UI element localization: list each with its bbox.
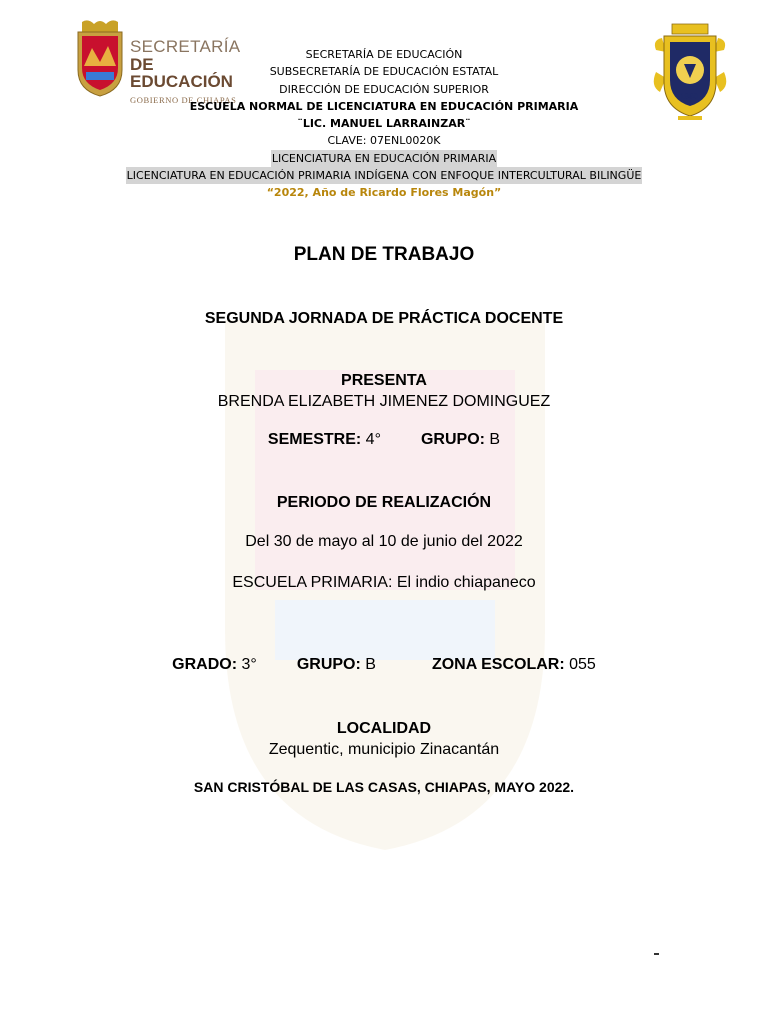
school-subname: ¨LIC. MANUEL LARRAINZAR¨ — [297, 117, 471, 131]
institution-header — [0, 46, 768, 202]
header-line: SUBSECRETARÍA DE EDUCACIÓN ESTATAL — [269, 65, 499, 79]
school-name: ESCUELA NORMAL DE LICENCIATURA EN EDUCACIÓN PRIMARIA — [189, 99, 579, 113]
periodo-label: PERIODO DE REALIZACIÓN — [276, 494, 492, 511]
zona-value: 055 — [564, 656, 596, 673]
logo-left-line2: DE EDUCACIÓN — [130, 55, 233, 91]
logo-left-line1: SECRETARÍA — [130, 37, 241, 56]
grupo2-value: B — [360, 656, 376, 673]
lugar-fecha: SAN CRISTÓBAL DE LAS CASAS, CHIAPAS, MAYO 2022. — [193, 779, 575, 795]
grado-label: GRADO: — [172, 656, 238, 673]
semestre-value: 4° — [361, 431, 381, 448]
localidad-label: LOCALIDAD — [336, 720, 432, 737]
header-line: DIRECCIÓN DE EDUCACIÓN SUPERIOR — [279, 82, 489, 96]
program-indigena: LICENCIATURA EN EDUCACIÓN PRIMARIA INDÍGENA CON ENFOQUE INTERCULTURAL BILINGÜE — [126, 167, 643, 184]
grupo-value: B — [484, 431, 501, 448]
escuela-primaria: ESCUELA PRIMARIA: El indio chiapaneco — [232, 574, 536, 591]
author-name: BRENDA ELIZABETH JIMENEZ DOMINGUEZ — [217, 393, 551, 410]
semestre-label: SEMESTRE: — [267, 431, 362, 448]
program-primaria: LICENCIATURA EN EDUCACIÓN PRIMARIA — [271, 150, 497, 167]
header-line: SECRETARÍA DE EDUCACIÓN — [305, 48, 463, 61]
semestre-grupo-line — [0, 431, 768, 449]
zona-label: ZONA ESCOLAR: — [431, 656, 565, 673]
periodo-value: Del 30 de mayo al 10 de junio del 2022 — [245, 533, 523, 550]
grado-grupo-zona-line — [0, 656, 768, 674]
grupo2-label: GRUPO: — [296, 656, 361, 673]
grupo-label: GRUPO: — [420, 431, 485, 448]
year-motto: “2022, Año de Ricardo Flores Magón” — [266, 186, 502, 200]
logo-right-year: 1960 — [680, 92, 698, 101]
logo-left-line3: GOBIERNO DE CHIAPAS — [130, 95, 237, 105]
stray-mark — [654, 953, 659, 955]
presenta-label: PRESENTA — [341, 372, 427, 389]
document-subtitle: SEGUNDA JORNADA DE PRÁCTICA DOCENTE — [204, 310, 564, 327]
document-title: PLAN DE TRABAJO — [293, 244, 475, 265]
localidad-value: Zequentic, municipio Zinacantán — [268, 741, 500, 758]
grado-value: 3° — [237, 656, 257, 673]
school-clave: CLAVE: 07ENL0020K — [327, 134, 441, 148]
